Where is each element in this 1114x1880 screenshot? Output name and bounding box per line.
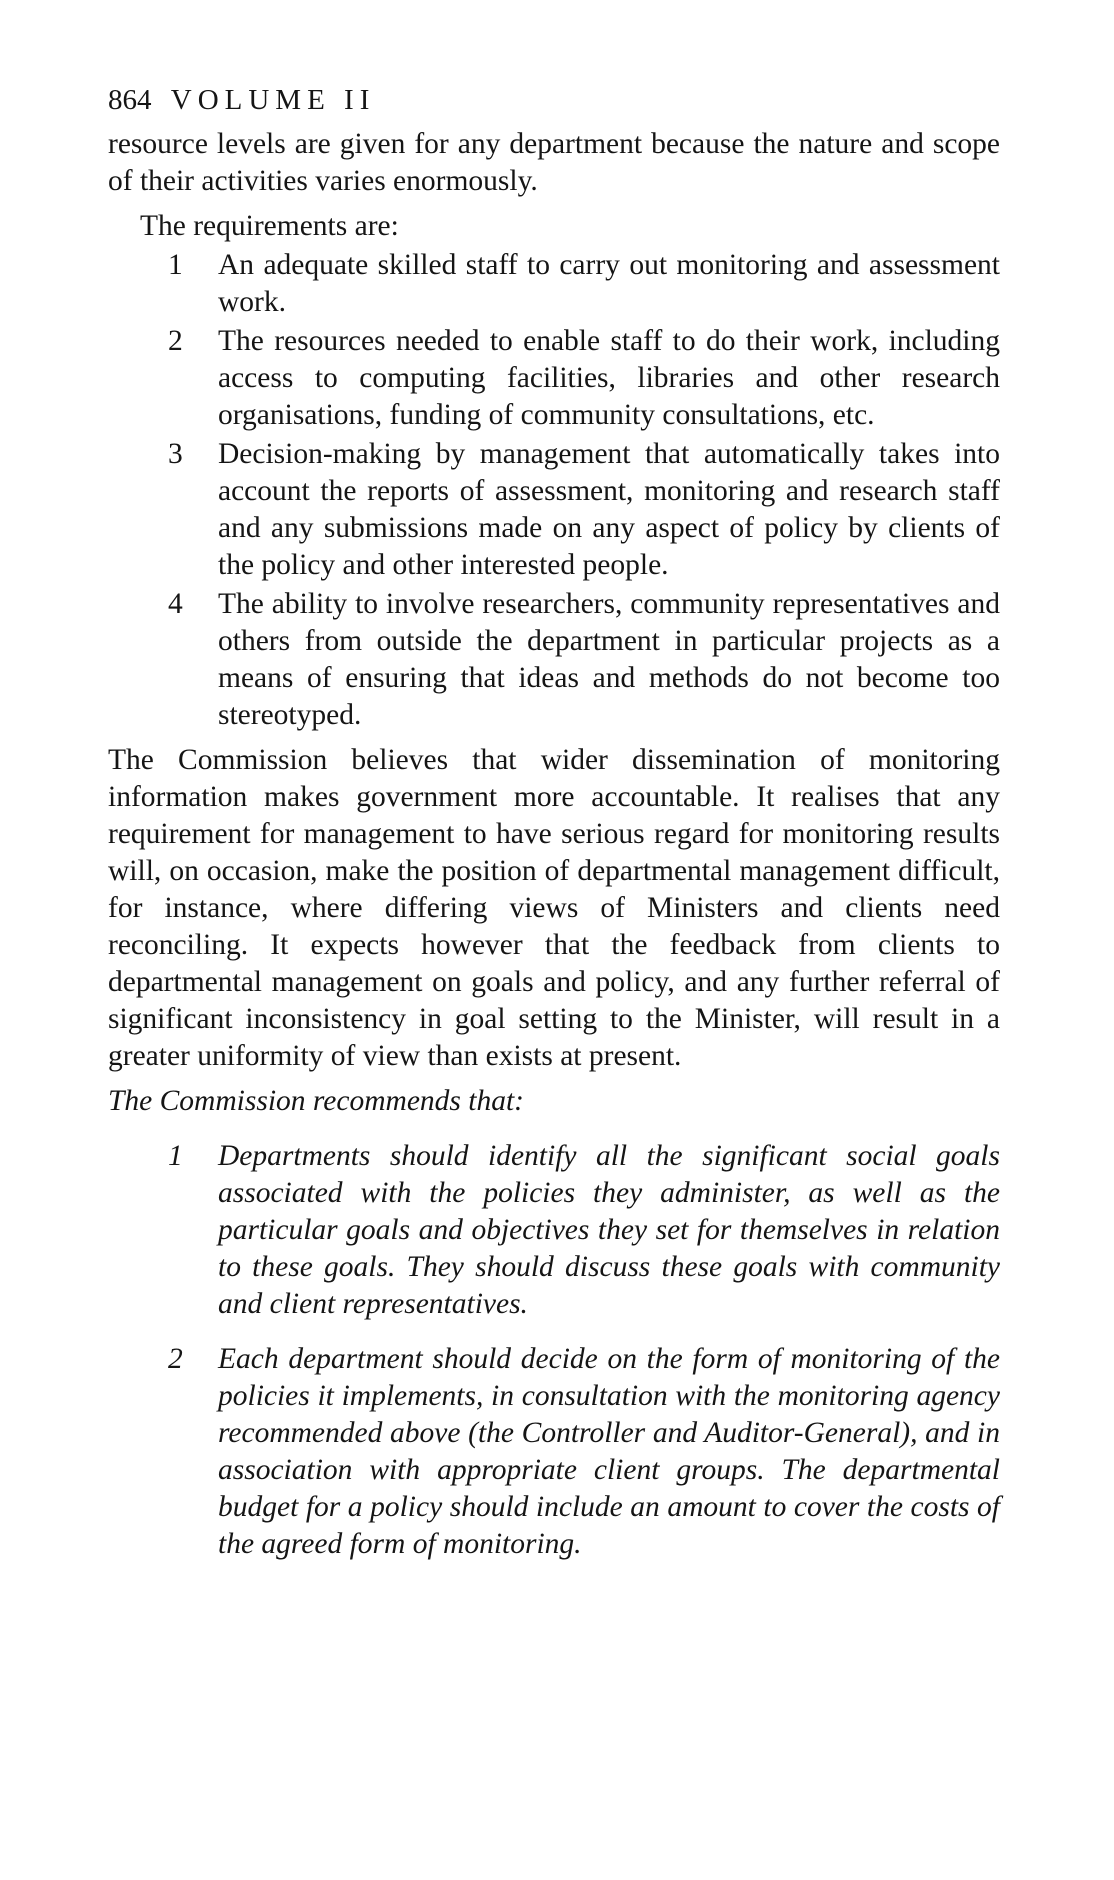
requirements-list — [108, 247, 1000, 734]
running-header — [108, 80, 1000, 120]
volume-label: VOLUME II — [170, 84, 376, 116]
list-item-number: 2 — [168, 325, 183, 357]
list-item-number: 3 — [168, 438, 183, 470]
recommendations-list — [108, 1138, 1000, 1563]
list-item — [108, 247, 1000, 321]
list-item-text: An adequate skilled staff to carry out monitoring and assessment work. — [218, 249, 1000, 318]
list-item-number: 1 — [168, 1140, 183, 1172]
list-item-text: Departments should identify all the significant social goals associated with the policies they administer, as well as the particular goals and objectives they set for themselves in relation to these goals. They should discuss these goals with community and client representatives. — [218, 1140, 1000, 1320]
list-item-number: 4 — [168, 588, 183, 620]
list-item — [108, 1138, 1000, 1323]
list-item — [108, 436, 1000, 584]
book-page — [108, 80, 1000, 1563]
list-item — [108, 323, 1000, 434]
list-item-number: 2 — [168, 1343, 183, 1375]
commission-paragraph: The Commission believes that wider dissemination of monitoring information makes government more accountable. It realises that any requirement for management to have serious regard for monitoring results will, on occasion, make the position of departmental management difficult, for instance, where differing views of Ministers and clients need reconciling. It expects however that the feedback from clients to departmental management on goals and policy, and any further referral of significant inconsistency in goal setting to the Minister, will result in a greater uniformity of view than exists at present. — [108, 744, 1000, 1072]
page-number: 864 — [108, 84, 152, 116]
list-item — [108, 586, 1000, 734]
list-item-text: The resources needed to enable staff to do their work, including access to computing facilities, libraries and other research organisations, funding of community consultations, etc. — [218, 325, 1000, 431]
list-item-number: 1 — [168, 249, 183, 281]
recommends-intro: The Commission recommends that: — [108, 1085, 524, 1117]
list-item-text: Each department should decide on the form of monitoring of the policies it implements, in consultation with the monitoring agency recommended above (the Controller and Auditor-General), and in association with appropriate client groups. The departmental budget for a policy should include an amount to cover the costs of the agreed form of monitoring. — [218, 1343, 1000, 1560]
intro-paragraph: resource levels are given for any department because the nature and scope of their activities varies enormously. — [108, 128, 1000, 197]
requirements-intro: The requirements are: — [140, 210, 399, 242]
list-item — [108, 1341, 1000, 1563]
list-item-text: The ability to involve researchers, community representatives and others from outside the department in particular projects as a means of ensuring that ideas and methods do not become too stereotyped. — [218, 588, 1000, 731]
list-item-text: Decision-making by management that automatically takes into account the reports of assessment, monitoring and research staff and any submissions made on any aspect of policy by clients of the policy and other interested people. — [218, 438, 1000, 581]
